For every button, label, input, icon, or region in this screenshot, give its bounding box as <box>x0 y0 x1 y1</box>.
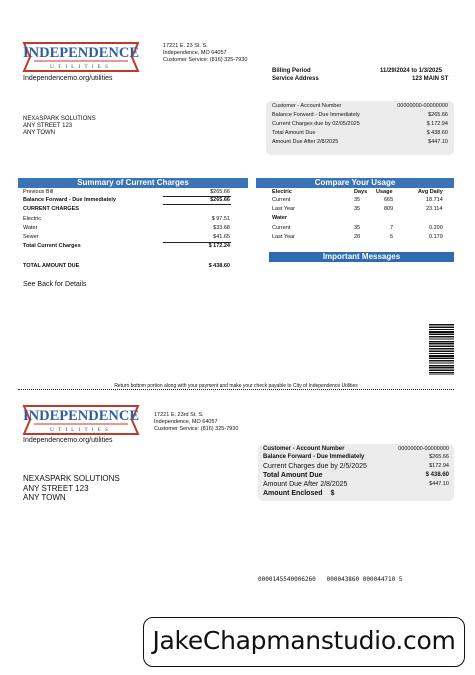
balance-forward-label: Balance Forward - Due Immediately <box>23 197 116 203</box>
logo-graphic <box>22 40 140 74</box>
balance-forward-label: Balance Forward - Due Immediately <box>272 112 360 118</box>
balance-forward-value: $265.66 <box>428 112 448 118</box>
table-cell: 0.179 <box>429 234 443 240</box>
logo-name: INDEPENDENCE <box>22 45 140 61</box>
customer-street: ANY STREET 123 <box>23 123 73 129</box>
customer-name: NEXASPARK SOLUTIONS <box>23 116 96 122</box>
table-cell: 5 <box>390 234 394 240</box>
stub-website-link[interactable]: Independencemo.org/utilities <box>23 437 113 444</box>
stub-amount-after-value: $447.10 <box>429 481 449 487</box>
table-cell: 23.114 <box>426 206 443 212</box>
summary-row <box>23 197 230 204</box>
table-cell: 35 <box>354 225 361 231</box>
utility-address <box>163 43 247 64</box>
account-row <box>272 121 448 128</box>
water-value: $33.68 <box>213 225 230 231</box>
amount-enclosed-label: Amount Enclosed <box>263 490 323 497</box>
stub-customer-service: Customer Service: (816) 325-7930 <box>154 426 239 432</box>
stub-row <box>263 481 449 490</box>
stub-total-due-label: Total Amount Due <box>263 472 323 479</box>
account-number-value: 00000000-00000000 <box>397 103 448 109</box>
stub-current-charges-label: Current Charges due by 2/5/2025 <box>263 463 367 470</box>
table-cell: Current <box>272 225 291 231</box>
table-cell: 35 <box>354 197 361 203</box>
account-row <box>272 112 448 119</box>
stub-balance-forward-label: Balance Forward - Due Immediately <box>263 454 365 460</box>
total-current-value: $ 172.24 <box>208 243 230 249</box>
summary-row <box>23 234 230 241</box>
amount-after-label: Amount Due After 2/8/2025 <box>272 139 339 145</box>
col-header-days: Days <box>354 189 368 195</box>
website-link[interactable]: Independencemo.org/utilities <box>23 75 113 82</box>
divider <box>163 204 231 205</box>
electric-value: $ 97.51 <box>211 216 230 222</box>
account-row <box>272 139 448 146</box>
return-note: Return bottom portion along with your payment and make your check payable to City of Independence Utilities <box>114 383 358 389</box>
watermark: JakeChapmanstudio.com <box>143 617 465 667</box>
stub-total-due-value: $ 438.60 <box>425 472 449 478</box>
stub-account-box <box>258 444 454 501</box>
account-number-label: Customer - Account Number <box>272 103 342 109</box>
total-due-value: $ 438.60 <box>208 263 230 269</box>
micr-line: 0000145540006260 000043860 000044710 5 <box>258 576 403 583</box>
current-charges-label: Current Charges due by 02/05/2025 <box>272 121 360 127</box>
previous-bill-value: $265.66 <box>210 189 230 195</box>
postal-barcode <box>429 324 454 375</box>
tear-line <box>18 389 454 390</box>
table-cell: Last Year <box>272 206 295 212</box>
logo-graphic <box>22 403 140 437</box>
stub-row <box>263 472 449 481</box>
table-cell: 809 <box>384 206 394 212</box>
amount-enclosed-symbol: $ <box>330 490 335 497</box>
summary-row <box>23 263 230 270</box>
table-cell: 7 <box>390 225 394 231</box>
stub-row <box>263 463 449 472</box>
summary-header: Summary of Current Charges <box>18 178 248 188</box>
table-cell: 665 <box>384 197 394 203</box>
summary-section <box>23 189 230 279</box>
logo-sub: UTILITIES <box>50 427 112 433</box>
stub-customer-name: NEXASPARK SOLUTIONS <box>23 474 120 483</box>
service-address-label: Service Address <box>272 76 319 82</box>
sewer-value: $41.65 <box>213 234 230 240</box>
billing-period-value: 11/29/2024 to 1/3/2025 <box>380 68 443 74</box>
summary-row <box>23 225 230 232</box>
independence-logo <box>22 403 140 437</box>
divider <box>163 242 231 243</box>
electric-label: Electric <box>23 216 42 222</box>
table-cell: 35 <box>354 206 361 212</box>
summary-row <box>23 243 230 250</box>
table-cell: 0.200 <box>429 225 443 231</box>
summary-row <box>23 189 230 196</box>
divider <box>163 196 231 197</box>
address-line-1: 17221 E. 23 St. S. <box>163 43 208 49</box>
account-row <box>272 103 448 110</box>
billing-period-label: Billing Period <box>272 68 311 74</box>
customer-town: ANY TOWN <box>23 130 56 136</box>
table-cell: Current <box>272 197 291 203</box>
stub-address-line-1: 17221 E. 23rd St. S. <box>154 412 204 418</box>
col-header-avg-daily: Avg Daily <box>418 189 443 195</box>
stub-balance-forward-value: $265.66 <box>429 454 449 460</box>
col-header-usage: Usage <box>376 189 393 195</box>
table-cell: 28 <box>354 234 361 240</box>
usage-table <box>272 189 450 244</box>
account-summary-box <box>266 101 454 155</box>
sewer-label: Sewer <box>23 234 39 240</box>
table-cell: Last Year <box>272 234 295 240</box>
col-header-electric: Electric <box>272 189 292 195</box>
amount-after-value: $447.10 <box>428 139 448 145</box>
logo-sub: UTILITIES <box>50 64 112 70</box>
stub-customer-address <box>23 474 120 503</box>
total-due-value: $ 438.60 <box>426 130 448 136</box>
stub-account-number-value: 00000000-00000000 <box>398 446 449 452</box>
stub-row <box>263 446 449 453</box>
water-label: Water <box>272 215 288 221</box>
total-due-label: TOTAL AMOUNT DUE <box>23 263 80 269</box>
amount-enclosed <box>263 490 334 499</box>
stub-customer-street: ANY STREET 123 <box>23 483 89 493</box>
stub-amount-after-label: Amount Due After 2/8/2025 <box>263 481 348 488</box>
messages-header: Important Messages <box>269 252 454 262</box>
address-line-2: Independence, MO 64057 <box>163 50 227 56</box>
logo-name: INDEPENDENCE <box>22 408 140 424</box>
stub-row <box>263 454 449 461</box>
customer-address <box>23 116 96 137</box>
stub-account-number-label: Customer - Account Number <box>263 446 345 452</box>
current-charges-value: $ 172.94 <box>426 121 448 127</box>
compare-header: Compare Your Usage <box>256 178 454 188</box>
see-back-note: See Back for Details <box>23 281 87 288</box>
summary-row <box>23 216 230 223</box>
table-cell: 18.714 <box>426 197 443 203</box>
customer-service-phone: Customer Service: (816) 325-7930 <box>163 57 248 63</box>
account-row <box>272 130 448 137</box>
stub-utility-address <box>154 412 238 433</box>
service-address-value: 123 MAIN ST <box>412 76 449 82</box>
stub-address-line-2: Independence, MO 64057 <box>154 419 218 425</box>
water-label: Water <box>23 225 38 231</box>
stub-current-charges-value: $172.94 <box>429 463 449 469</box>
total-current-label: Total Current Charges <box>23 243 81 249</box>
independence-logo <box>22 40 140 74</box>
total-due-label: Total Amount Due <box>272 130 316 136</box>
previous-bill-label: Previous Bill <box>23 189 54 195</box>
balance-forward-value: $265.66 <box>210 197 230 203</box>
stub-customer-town: ANY TOWN <box>23 493 66 502</box>
current-charges-heading: CURRENT CHARGES <box>23 206 79 212</box>
